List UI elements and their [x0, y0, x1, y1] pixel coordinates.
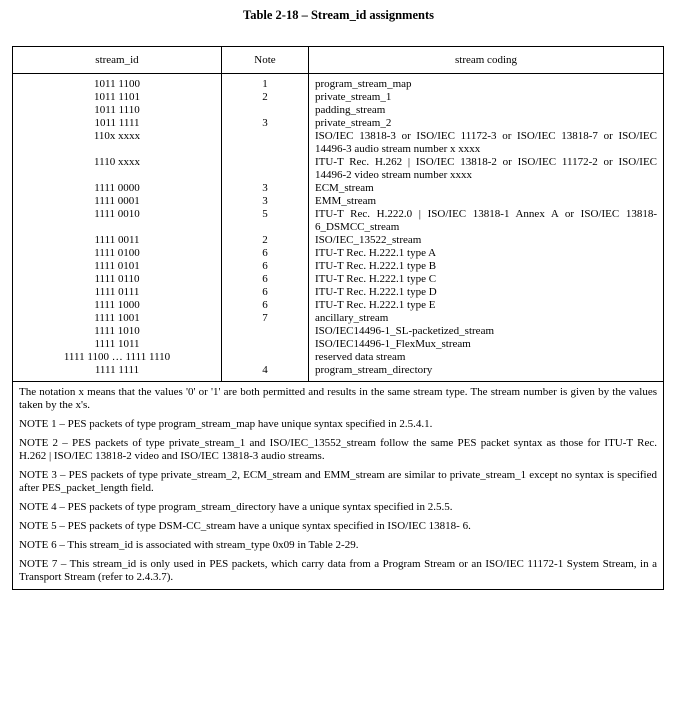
table-row — [13, 286, 664, 299]
cell-stream-id: 1011 1101 — [13, 91, 222, 104]
note-6: NOTE 6 – This stream_id is associated with stream_type 0x09 in Table 2-29. — [19, 539, 359, 551]
cell-note: 6 — [222, 286, 309, 299]
cell-stream-coding: program_stream_directory — [309, 364, 664, 382]
cell-note: 2 — [222, 91, 309, 104]
cell-note: 1 — [222, 74, 309, 92]
cell-stream-id: 1011 1100 — [13, 74, 222, 92]
cell-stream-coding: ITU-T Rec. H.222.1 type D — [309, 286, 664, 299]
table-header-row — [13, 47, 664, 74]
cell-stream-id: 110x xxxx — [13, 130, 222, 156]
table-row — [13, 247, 664, 260]
cell-stream-id: 1111 0011 — [13, 234, 222, 247]
table-row — [13, 182, 664, 195]
cell-note — [222, 130, 309, 156]
note-7: NOTE 7 – This stream_id is only used in PES packets, which carry data from a Program Stream or an ISO/IEC 11172-1 System Stream, in a Transport Stream (refer to 2.4.3.7). — [19, 558, 657, 583]
cell-stream-coding: program_stream_map — [309, 74, 664, 92]
cell-stream-coding: ISO/IEC14496-1_FlexMux_stream — [309, 338, 664, 351]
cell-stream-coding: EMM_stream — [309, 195, 664, 208]
table-row — [13, 364, 664, 382]
cell-stream-coding: padding_stream — [309, 104, 664, 117]
cell-stream-id: 1111 0100 — [13, 247, 222, 260]
notes-cell — [13, 382, 664, 590]
cell-stream-coding: ancillary_stream — [309, 312, 664, 325]
cell-note — [222, 338, 309, 351]
table-row — [13, 299, 664, 312]
cell-stream-id: 1111 1100 … 1111 1110 — [13, 351, 222, 364]
cell-note: 3 — [222, 117, 309, 130]
cell-stream-id: 1111 1001 — [13, 312, 222, 325]
cell-stream-id: 1111 1011 — [13, 338, 222, 351]
table-row — [13, 260, 664, 273]
cell-stream-id: 1111 0101 — [13, 260, 222, 273]
header-note: Note — [222, 47, 309, 74]
stream-id-table — [12, 46, 664, 590]
table-row — [13, 273, 664, 286]
note-2: NOTE 2 – PES packets of type private_stream_1 and ISO/IEC_13552_stream follow the same PES packet syntax as those for ITU-T Rec. H.262 | ISO/IEC 13818-2 video and ISO/IEC 13818-3 audio streams. — [19, 437, 657, 462]
cell-stream-id: 1110 xxxx — [13, 156, 222, 182]
cell-stream-id: 1111 0001 — [13, 195, 222, 208]
table-row — [13, 117, 664, 130]
cell-stream-id: 1011 1111 — [13, 117, 222, 130]
cell-stream-coding: ITU-T Rec. H.222.1 type E — [309, 299, 664, 312]
cell-note: 4 — [222, 364, 309, 382]
cell-stream-coding: private_stream_1 — [309, 91, 664, 104]
table-row — [13, 156, 664, 182]
cell-stream-coding: reserved data stream — [309, 351, 664, 364]
cell-note — [222, 156, 309, 182]
table-row — [13, 130, 664, 156]
table-row — [13, 351, 664, 364]
cell-note: 2 — [222, 234, 309, 247]
cell-stream-id: 1111 0111 — [13, 286, 222, 299]
table-row — [13, 325, 664, 338]
cell-note — [222, 325, 309, 338]
notes-row — [13, 382, 664, 590]
cell-stream-id: 1111 0000 — [13, 182, 222, 195]
table-row — [13, 338, 664, 351]
cell-stream-id: 1111 1111 — [13, 364, 222, 382]
table-row — [13, 195, 664, 208]
cell-stream-coding: ITU-T Rec. H.222.1 type B — [309, 260, 664, 273]
table-row — [13, 74, 664, 92]
table-row — [13, 234, 664, 247]
table-row — [13, 91, 664, 104]
cell-stream-coding: private_stream_2 — [309, 117, 664, 130]
cell-stream-coding: ISO/IEC14496-1_SL-packetized_stream — [309, 325, 664, 338]
note-5: NOTE 5 – PES packets of type DSM-CC_stream have a unique syntax specified in ISO/IEC 13818- 6. — [19, 520, 471, 532]
note-1: NOTE 1 – PES packets of type program_stream_map have unique syntax specified in 2.5.4.1. — [19, 418, 433, 430]
cell-stream-coding: ITU-T Rec. H.222.0 | ISO/IEC 13818-1 Annex A or ISO/IEC 13818-6_DSMCC_stream — [309, 208, 664, 234]
table-body — [13, 74, 664, 382]
cell-stream-id: 1111 0010 — [13, 208, 222, 234]
cell-note: 7 — [222, 312, 309, 325]
cell-stream-coding: ISO/IEC 13818-3 or ISO/IEC 11172-3 or ISO/IEC 13818-7 or ISO/IEC 14496-3 audio stream number x xxxx — [309, 130, 664, 156]
header-stream-id: stream_id — [13, 47, 222, 74]
table-row — [13, 312, 664, 325]
cell-stream-coding: ECM_stream — [309, 182, 664, 195]
header-stream-coding: stream coding — [309, 47, 664, 74]
cell-stream-id: 1111 1000 — [13, 299, 222, 312]
cell-note: 3 — [222, 182, 309, 195]
cell-stream-coding: ISO/IEC_13522_stream — [309, 234, 664, 247]
cell-note — [222, 104, 309, 117]
cell-note — [222, 351, 309, 364]
cell-note: 6 — [222, 247, 309, 260]
cell-note: 5 — [222, 208, 309, 234]
table-caption: Table 2-18 – Stream_id assignments — [243, 8, 434, 22]
note-3: NOTE 3 – PES packets of type private_stream_2, ECM_stream and EMM_stream are similar to private_stream_1 except no syntax is specified after PES_packet_length field. — [19, 469, 657, 494]
cell-stream-id: 1111 0110 — [13, 273, 222, 286]
cell-note: 6 — [222, 260, 309, 273]
table-row — [13, 208, 664, 234]
cell-stream-id: 1011 1110 — [13, 104, 222, 117]
cell-note: 6 — [222, 273, 309, 286]
cell-stream-coding: ITU-T Rec. H.222.1 type C — [309, 273, 664, 286]
cell-stream-coding: ITU-T Rec. H.222.1 type A — [309, 247, 664, 260]
cell-stream-id: 1111 1010 — [13, 325, 222, 338]
notation-note: The notation x means that the values '0' or '1' are both permitted and results in the same stream type. The stream number is given by the values taken by the x's. — [19, 386, 657, 411]
cell-note: 6 — [222, 299, 309, 312]
cell-note: 3 — [222, 195, 309, 208]
cell-stream-coding: ITU-T Rec. H.262 | ISO/IEC 13818-2 or ISO/IEC 11172-2 or ISO/IEC 14496-2 video stream number xxxx — [309, 156, 664, 182]
note-4: NOTE 4 – PES packets of type program_stream_directory have a unique syntax specified in 2.5.5. — [19, 501, 453, 513]
table-row — [13, 104, 664, 117]
